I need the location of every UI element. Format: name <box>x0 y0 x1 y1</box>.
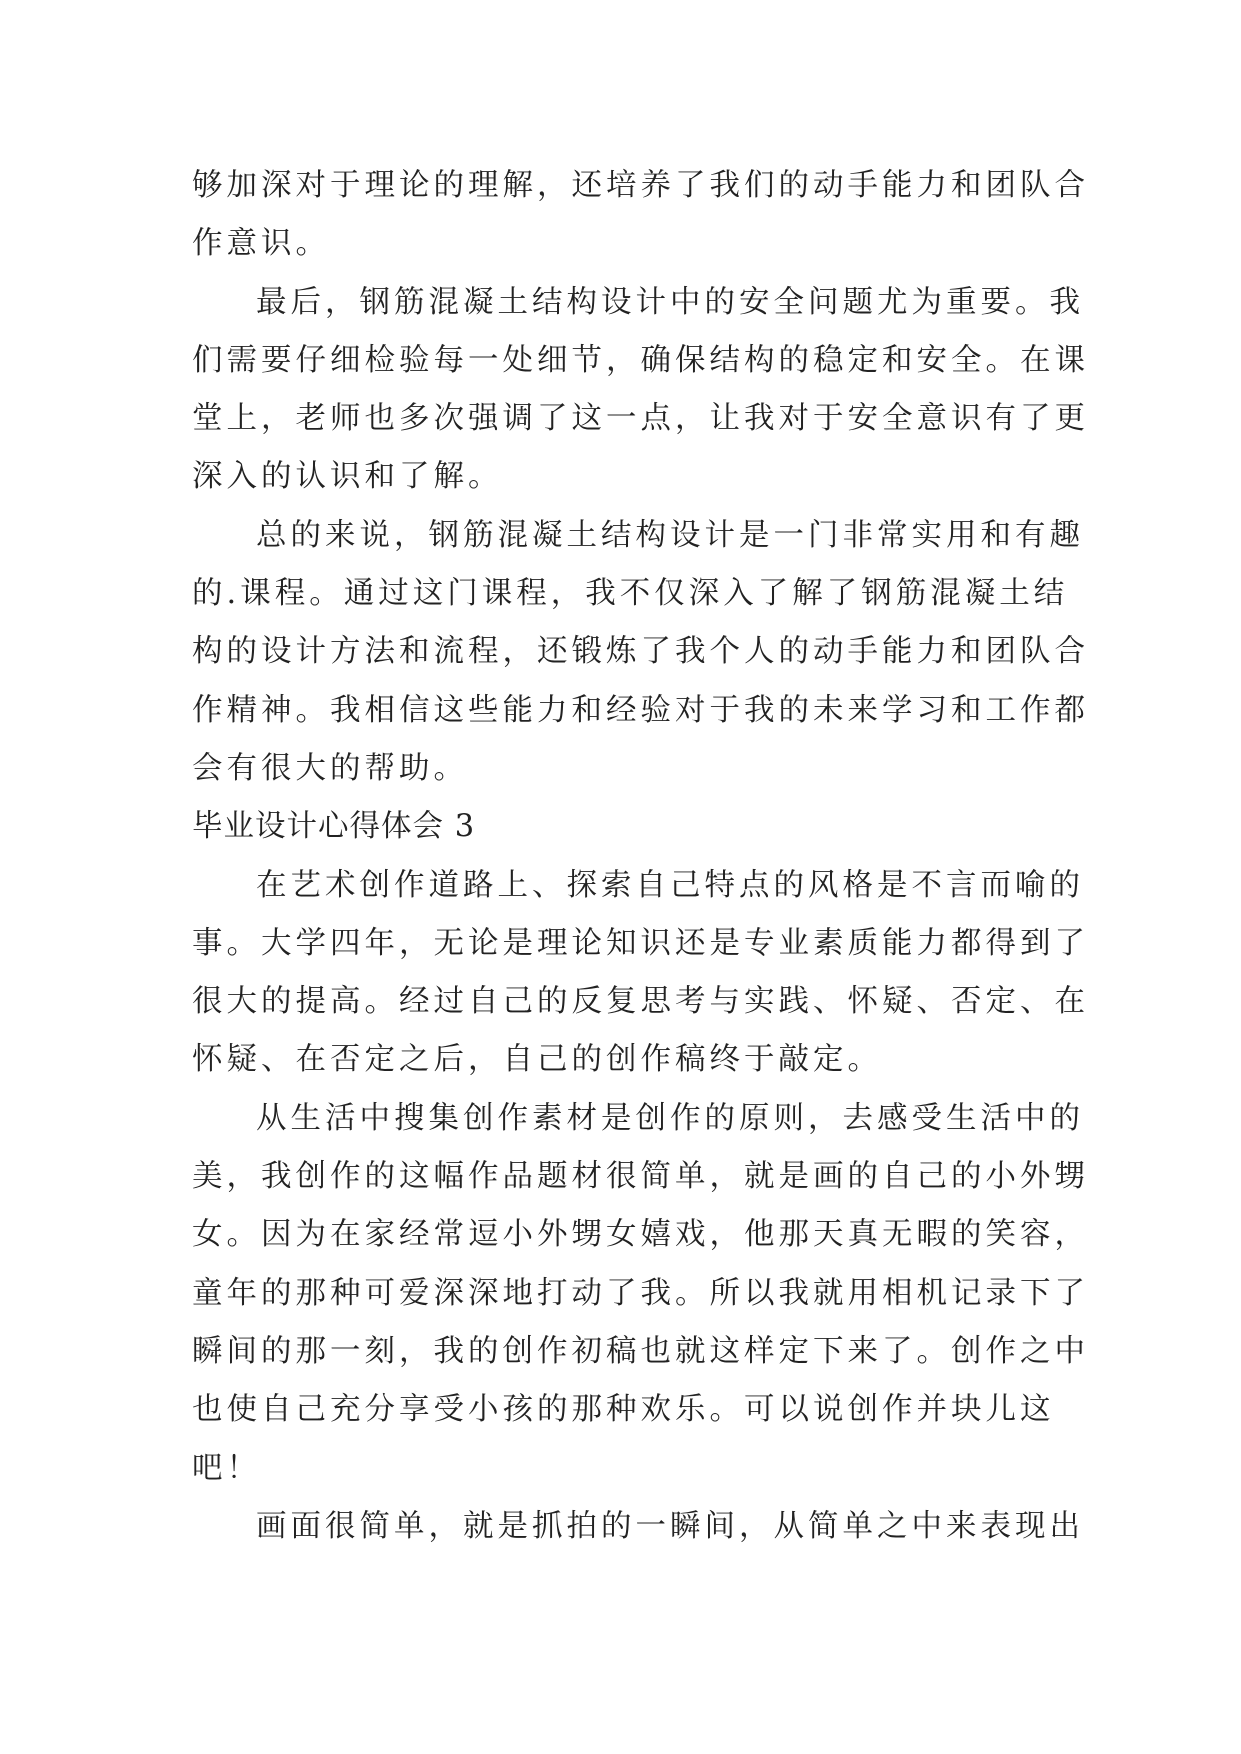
paragraph-start-line: 在艺术创作道路上、探索自己特点的风格是不言而喻的 <box>256 867 1084 903</box>
text-line: 会有很大的帮助。 <box>192 750 468 786</box>
document-body <box>192 157 1089 1556</box>
text-line: 作精神。我相信这些能力和经验对于我的未来学习和工作都 <box>192 692 1089 728</box>
text-line: 吧！ <box>192 1450 261 1486</box>
paragraph-start-line: 从生活中搜集创作素材是创作的原则，去感受生活中的 <box>256 1100 1084 1136</box>
text-line: 够加深对于理论的理解，还培养了我们的动手能力和团队合 <box>192 168 1089 203</box>
text-line: 堂上，老师也多次强调了这一点，让我对于安全意识有了更 <box>192 401 1089 437</box>
text-line: 美，我创作的这幅作品题材很简单，就是画的自己的小外甥 <box>192 1159 1089 1195</box>
text-line: 瞬间的那一刻，我的创作初稿也就这样定下来了。创作之中 <box>192 1333 1089 1369</box>
text-line: 事。大学四年，无论是理论知识还是专业素质能力都得到了 <box>192 925 1089 961</box>
text-line: 很大的提高。经过自己的反复思考与实践、怀疑、否定、在 <box>192 984 1089 1020</box>
text-line: 们需要仔细检验每一处细节，确保结构的稳定和安全。在课 <box>192 342 1089 378</box>
text-line: 也使自己充分享受小孩的那种欢乐。可以说创作并块儿这 <box>192 1392 1055 1428</box>
text-line: 女。因为在家经常逗小外甥女嬉戏，他那天真无暇的笑容， <box>192 1217 1089 1253</box>
text-line: 的.课程。通过这门课程，我不仅深入了解了钢筋混凝土结 <box>192 576 1069 612</box>
text-line: 作意识。 <box>192 226 330 262</box>
text-line: 怀疑、在否定之后，自己的创作稿终于敲定。 <box>192 1042 882 1078</box>
text-line: 深入的认识和了解。 <box>192 459 503 495</box>
section-heading: 毕业设计心得体会 3 <box>192 809 476 845</box>
paragraph-start-line: 最后，钢筋混凝土结构设计中的安全问题尤为重要。我 <box>256 284 1084 320</box>
text-line: 构的设计方法和流程，还锻炼了我个人的动手能力和团队合 <box>192 634 1089 670</box>
paragraph-start-line: 画面很简单，就是抓拍的一瞬间，从简单之中来表现出 <box>256 1508 1084 1544</box>
text-line: 童年的那种可爱深深地打动了我。所以我就用相机记录下了 <box>192 1275 1089 1311</box>
paragraph-start-line: 总的来说，钢筋混凝土结构设计是一门非常实用和有趣 <box>256 517 1084 553</box>
